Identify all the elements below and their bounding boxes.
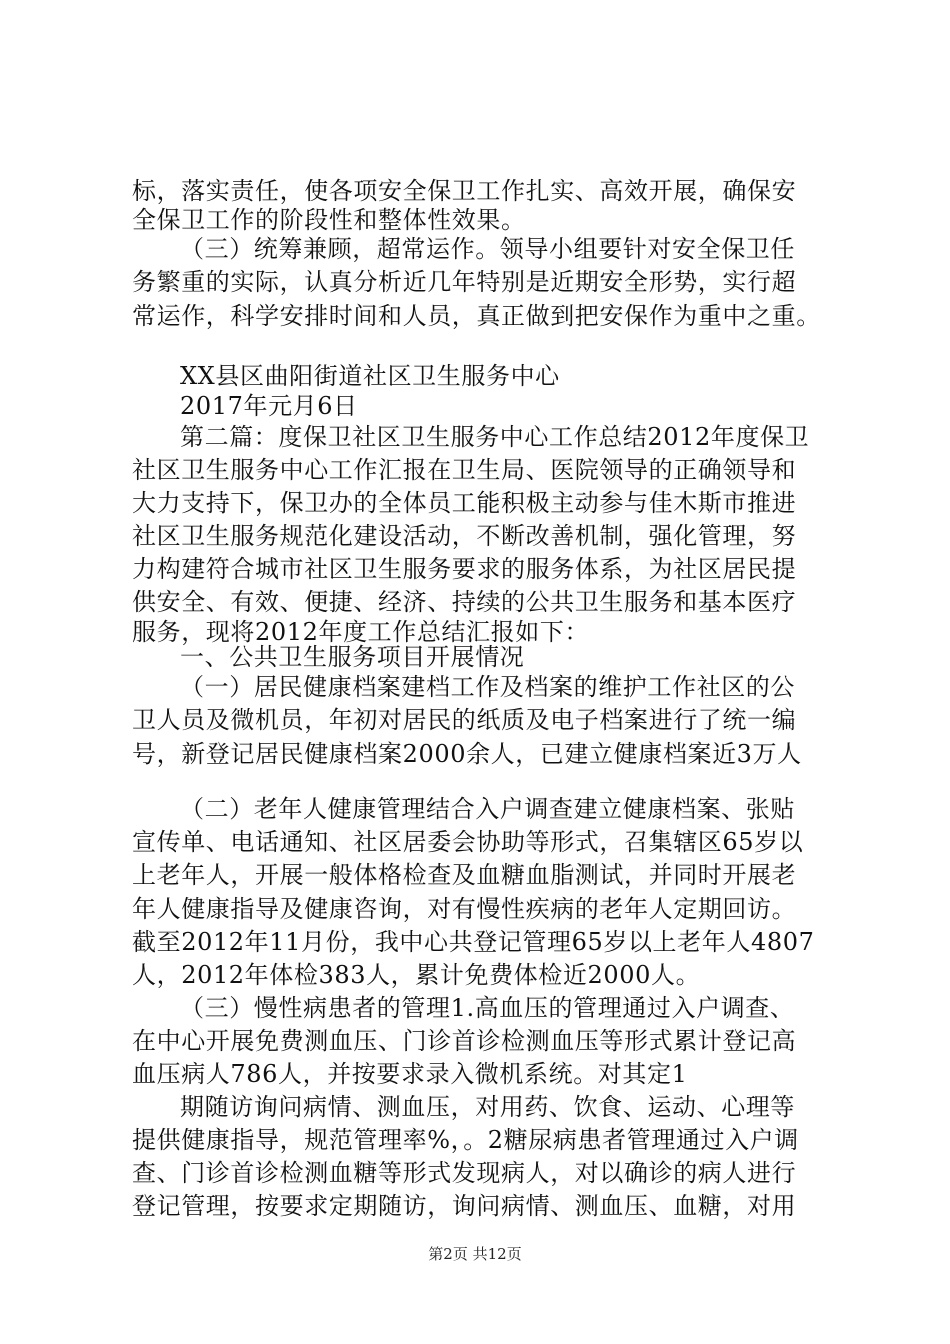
- signature-organization: XX县区曲阳街道社区卫生服务中心: [180, 362, 560, 390]
- text-line: 血压病人786人，并按要求录入微机系统。对其定1: [132, 1060, 688, 1088]
- text-line: 提供健康指导，规范管理率%，。2糖尿病患者管理通过入户调: [132, 1126, 799, 1154]
- text-line: 上老年人，开展一般体格检查及血糖血脂测试，并同时开展老: [132, 861, 797, 889]
- text-line: 登记管理，按要求定期随访，询问病情、测血压、血糖，对用: [132, 1192, 797, 1220]
- text-line: （二）老年人健康管理结合入户调查建立健康档案、张贴: [180, 795, 795, 823]
- text-line: 年人健康指导及健康咨询，对有慢性疾病的老年人定期回访。: [132, 895, 797, 923]
- text-line: 大力支持下，保卫办的全体员工能积极主动参与佳木斯市推进: [132, 489, 797, 517]
- page-number-footer: 第2页 共12页: [428, 1245, 522, 1263]
- text-line: 常运作，科学安排时间和人员，真正做到把安保作为重中之重。: [132, 302, 821, 330]
- text-line: （三）慢性病患者的管理1.高血压的管理通过入户调查、: [180, 994, 795, 1022]
- text-line: 截至2012年11月份，我中心共登记管理65岁以上老年人4807: [132, 928, 815, 956]
- text-line: 人，2012年体检383人，累计免费体检近2000人。: [132, 961, 701, 989]
- text-line: 社区卫生服务中心工作汇报在卫生局、医院领导的正确领导和: [132, 456, 797, 484]
- section-heading: 一、公共卫生服务项目开展情况: [180, 643, 525, 671]
- text-line: 在中心开展免费测血压、门诊首诊检测血压等形式累计登记高: [132, 1027, 797, 1055]
- text-line: 社区卫生服务规范化建设活动，不断改善机制，强化管理，努: [132, 522, 797, 550]
- text-line: 期随访询问病情、测血压，对用药、饮食、运动、心理等: [180, 1093, 795, 1121]
- text-line: 第二篇：度保卫社区卫生服务中心工作总结2012年度保卫: [180, 423, 810, 451]
- text-line: 标，落实责任，使各项安全保卫工作扎实、高效开展，确保安: [132, 177, 797, 205]
- text-line: 卫人员及微机员，年初对居民的纸质及电子档案进行了统一编: [132, 706, 797, 734]
- signature-date: 2017年元月6日: [180, 392, 358, 420]
- text-line: 号，新登记居民健康档案2000余人，已建立健康档案近3万人: [132, 740, 802, 768]
- text-line: 服务，现将2012年度工作总结汇报如下：: [132, 618, 590, 646]
- text-line: 力构建符合城市社区卫生服务要求的服务体系，为社区居民提: [132, 555, 797, 583]
- text-line: 全保卫工作的阶段性和整体性效果。: [132, 206, 526, 234]
- text-line: 查、门诊首诊检测血糖等形式发现病人，对以确诊的病人进行: [132, 1159, 797, 1187]
- text-line: 务繁重的实际，认真分析近几年特别是近期安全形势，实行超: [132, 268, 797, 296]
- text-line: 宣传单、电话通知、社区居委会协助等形式，召集辖区65岁以: [132, 828, 804, 856]
- text-line: 供安全、有效、便捷、经济、持续的公共卫生服务和基本医疗: [132, 588, 797, 616]
- text-line: （一）居民健康档案建档工作及档案的维护工作社区的公: [180, 673, 795, 701]
- text-line: （三）统筹兼顾，超常运作。领导小组要针对安全保卫任: [180, 235, 795, 263]
